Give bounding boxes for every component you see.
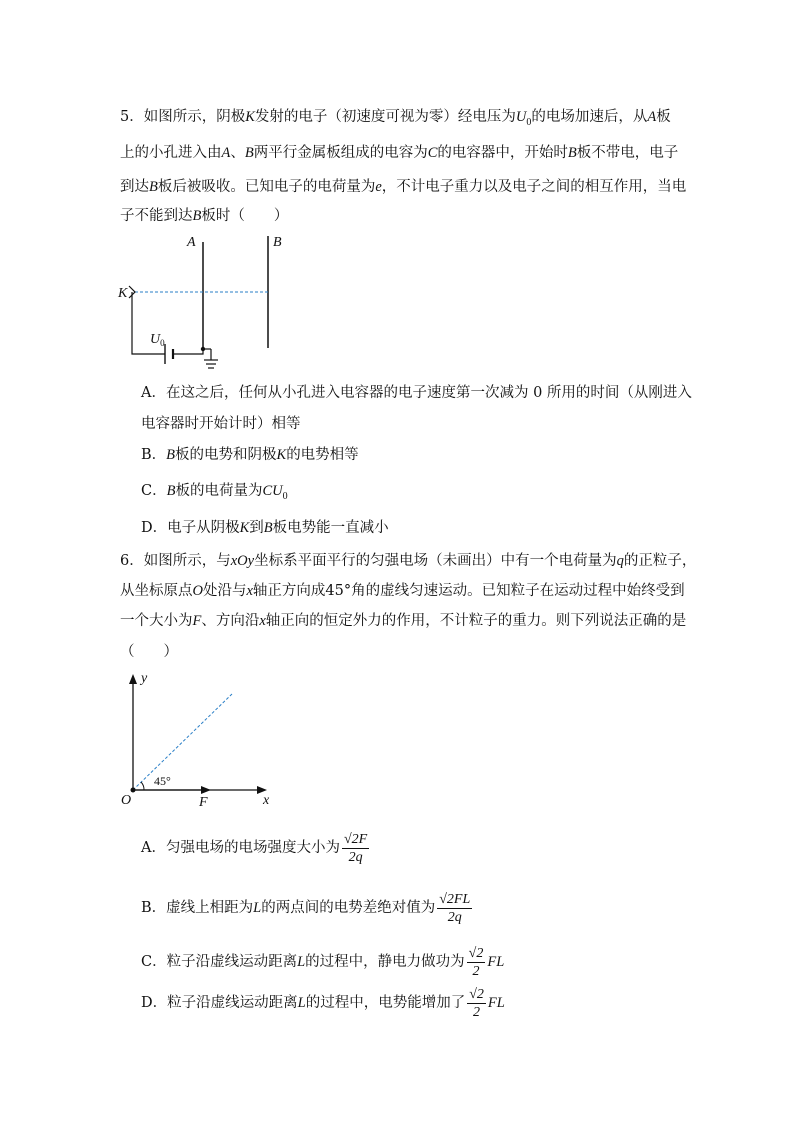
angle-arc [141, 782, 144, 790]
q6-stem-line-3: 一个大小为F、方向沿x轴正向的恒定外力的作用，不计粒子的重力。则下列说法正确的是 [120, 613, 687, 629]
q5-stem-line-3: 到达B板后被吸收。已知电子的电荷量为e，不计电子重力以及电子之间的相互作用，当电 [120, 179, 687, 195]
label-b: B [273, 235, 282, 250]
q5-option-c: C．B板的电荷量为$CU_0$ [141, 483, 288, 502]
symbol-cu0: $CU_0$ [262, 483, 288, 502]
force-f-arrowhead [201, 786, 211, 794]
label-f: F [199, 795, 208, 810]
fraction-sqrt2-2-d: $\frac{√2}{2}$ [469, 986, 484, 1020]
trajectory-dashed [133, 694, 232, 790]
symbol-u0: $U_0$ [515, 109, 532, 128]
label-a: A [187, 235, 196, 250]
fraction-sqrt2-2: $\frac{√2}{2}$ [468, 945, 484, 979]
q5-option-a-line-2: 电容器时开始计时）相等 [141, 416, 301, 432]
q6-stem-line-1: 6．如图所示，与xOy坐标系平面平行的匀强电场（未画出）中有一个电荷量为q的正粒子， [120, 553, 697, 569]
q5-circuit-diagram [115, 228, 285, 376]
q6-coordinate-diagram [115, 668, 285, 810]
q5-stem-line-4: 子不能到达B板时（ ） [120, 208, 289, 224]
label-x: x [263, 793, 270, 808]
label-k: K [118, 286, 128, 301]
origin-dot [131, 788, 136, 793]
label-o: O [121, 793, 132, 808]
q5-option-d: D．电子从阴极K到B板电势能一直减小 [141, 520, 389, 536]
label-45deg: 45° [154, 774, 171, 788]
fraction-sqrt2f-2q: $\frac{√2F}{2q}$ [343, 831, 368, 865]
q5-stem-line-2: 上的小孔进入由A、B两平行金属板组成的电容为C的电容器中，开始时B板不带电，电子 [120, 145, 679, 161]
q5-option-b: B．B板的电势和阴极K的电势相等 [141, 447, 359, 463]
label-u: $U_0$ [150, 332, 165, 348]
q6-stem-line-2: 从坐标原点O处沿与x轴正方向成45°角的虚线匀速运动。已知粒子在运动过程中始终受到 [120, 583, 685, 599]
label-y: y [141, 671, 148, 686]
q6-option-d: D．粒子沿虚线运动距离L的过程中，电势能增加了 $\frac{√2}{2}$ FL [141, 986, 505, 1020]
y-axis-arrow [129, 674, 137, 684]
q6-stem-line-4: （ ） [120, 644, 178, 660]
q6-option-c: C．粒子沿虚线运动距离L的过程中，静电力做功为 $\frac{√2}{2}$ FL [141, 945, 505, 979]
q5-option-a-line-1: A．在这之后，任何从小孔进入电容器的电子速度第一次减为 0 所用的时间（从刚进入 [141, 385, 692, 401]
fraction-sqrt2fl-2q: $\frac{√2FL}{2q}$ [439, 891, 471, 925]
q6-option-a: A．匀强电场的电场强度大小为 $\frac{√2F}{2q}$ [141, 831, 368, 865]
q5-stem-line-1: 5．如图所示，阴极K发射的电子（初速度可视为零）经电压为$U_0$的电场加速后，从A板 [120, 109, 671, 128]
q6-option-b: B．虚线上相距为L的两点间的电势差绝对值为 $\frac{√2FL}{2q}$ [141, 891, 471, 925]
circuit-wire-right [173, 348, 203, 354]
